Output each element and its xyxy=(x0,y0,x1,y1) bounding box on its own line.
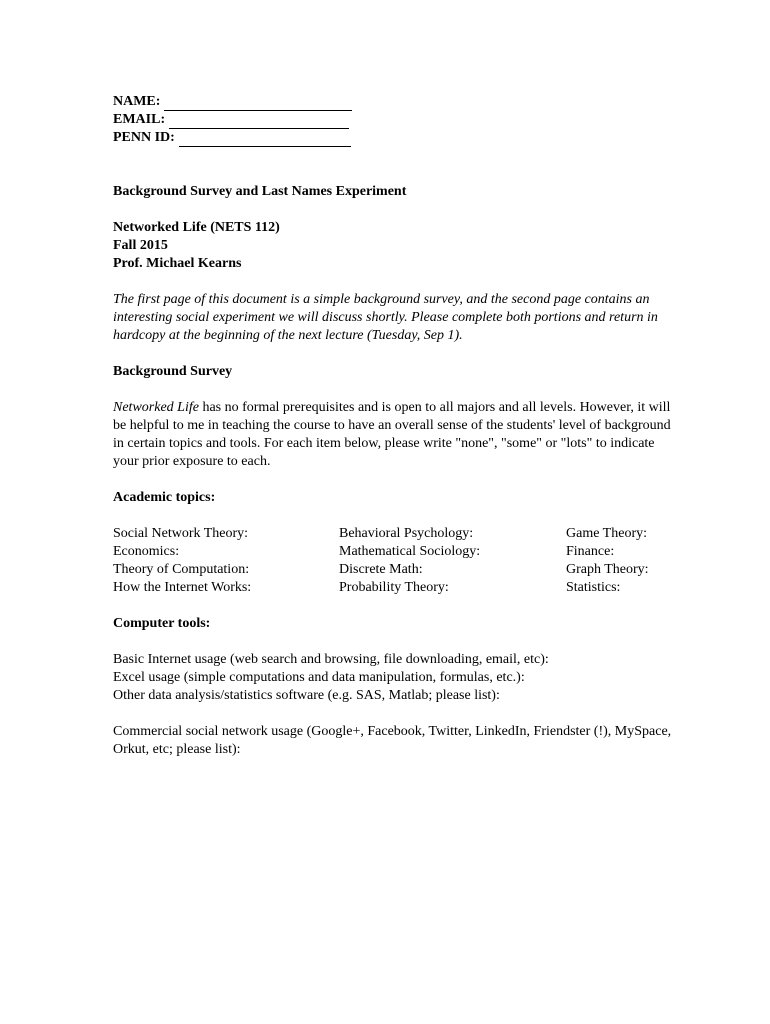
tool-excel-usage: Excel usage (simple computations and data manipulation, formulas, etc.): xyxy=(113,670,525,685)
topic-social-network-theory: Social Network Theory: xyxy=(113,526,249,541)
topic-finance: Finance: xyxy=(566,544,615,559)
name-blank-line[interactable] xyxy=(164,96,352,111)
course-term: Fall 2015 xyxy=(113,238,168,253)
computer-tools-heading: Computer tools: xyxy=(113,616,211,631)
name-label: NAME: xyxy=(113,94,161,109)
course-instructor: Prof. Michael Kearns xyxy=(113,256,242,271)
topic-game-theory: Game Theory: xyxy=(566,526,647,541)
tool-basic-internet-usage: Basic Internet usage (web search and browsing, file downloading, email, etc): xyxy=(113,652,549,667)
topic-economics: Economics: xyxy=(113,544,180,559)
course-info xyxy=(113,219,673,273)
topic-graph-theory: Graph Theory: xyxy=(566,562,649,577)
course-name-italic: Networked Life xyxy=(113,400,199,415)
penn-id-blank-line[interactable] xyxy=(179,132,351,147)
academic-topics-grid xyxy=(113,525,673,597)
email-label: EMAIL: xyxy=(113,112,166,127)
topic-how-the-internet-works: How the Internet Works: xyxy=(113,580,252,595)
topic-discrete-math: Discrete Math: xyxy=(339,562,423,577)
background-survey-heading: Background Survey xyxy=(113,364,233,379)
email-field-row xyxy=(113,111,673,129)
tool-other-data-analysis: Other data analysis/statistics software (e.g. SAS, Matlab; please list): xyxy=(113,688,500,703)
academic-topics-heading: Academic topics: xyxy=(113,490,216,505)
topic-statistics: Statistics: xyxy=(566,580,621,595)
email-blank-line[interactable] xyxy=(169,114,349,129)
document-title: Background Survey and Last Names Experiment xyxy=(113,184,407,199)
background-survey-paragraph xyxy=(113,399,673,471)
header-fields xyxy=(113,93,673,147)
topic-behavioral-psychology: Behavioral Psychology: xyxy=(339,526,474,541)
topic-mathematical-sociology: Mathematical Sociology: xyxy=(339,544,481,559)
background-survey-text: has no formal prerequisites and is open to all majors and all levels. However, it will be helpful to me in teaching the course to have an overall sense of the students' level of background in certain topics and tools. For each item below, please write "none", "some" or "lots" to indicate your prior exposure to each. xyxy=(113,400,671,469)
topic-probability-theory: Probability Theory: xyxy=(339,580,449,595)
document-page xyxy=(113,93,673,759)
computer-tools-list xyxy=(113,651,673,705)
course-name: Networked Life (NETS 112) xyxy=(113,220,280,235)
penn-id-label: PENN ID: xyxy=(113,130,175,145)
topic-theory-of-computation: Theory of Computation: xyxy=(113,562,250,577)
name-field-row xyxy=(113,93,673,111)
intro-paragraph: The first page of this document is a simple background survey, and the second page contains an interesting social experiment we will discuss shortly. Please complete both portions and return in hardcopy at the beginning of the next lecture (Tuesday, Sep 1). xyxy=(113,292,658,343)
tool-social-network-usage: Commercial social network usage (Google+, Facebook, Twitter, LinkedIn, Friendster (!), MySpace, Orkut, etc; please list): xyxy=(113,724,672,757)
penn-id-field-row xyxy=(113,129,673,147)
